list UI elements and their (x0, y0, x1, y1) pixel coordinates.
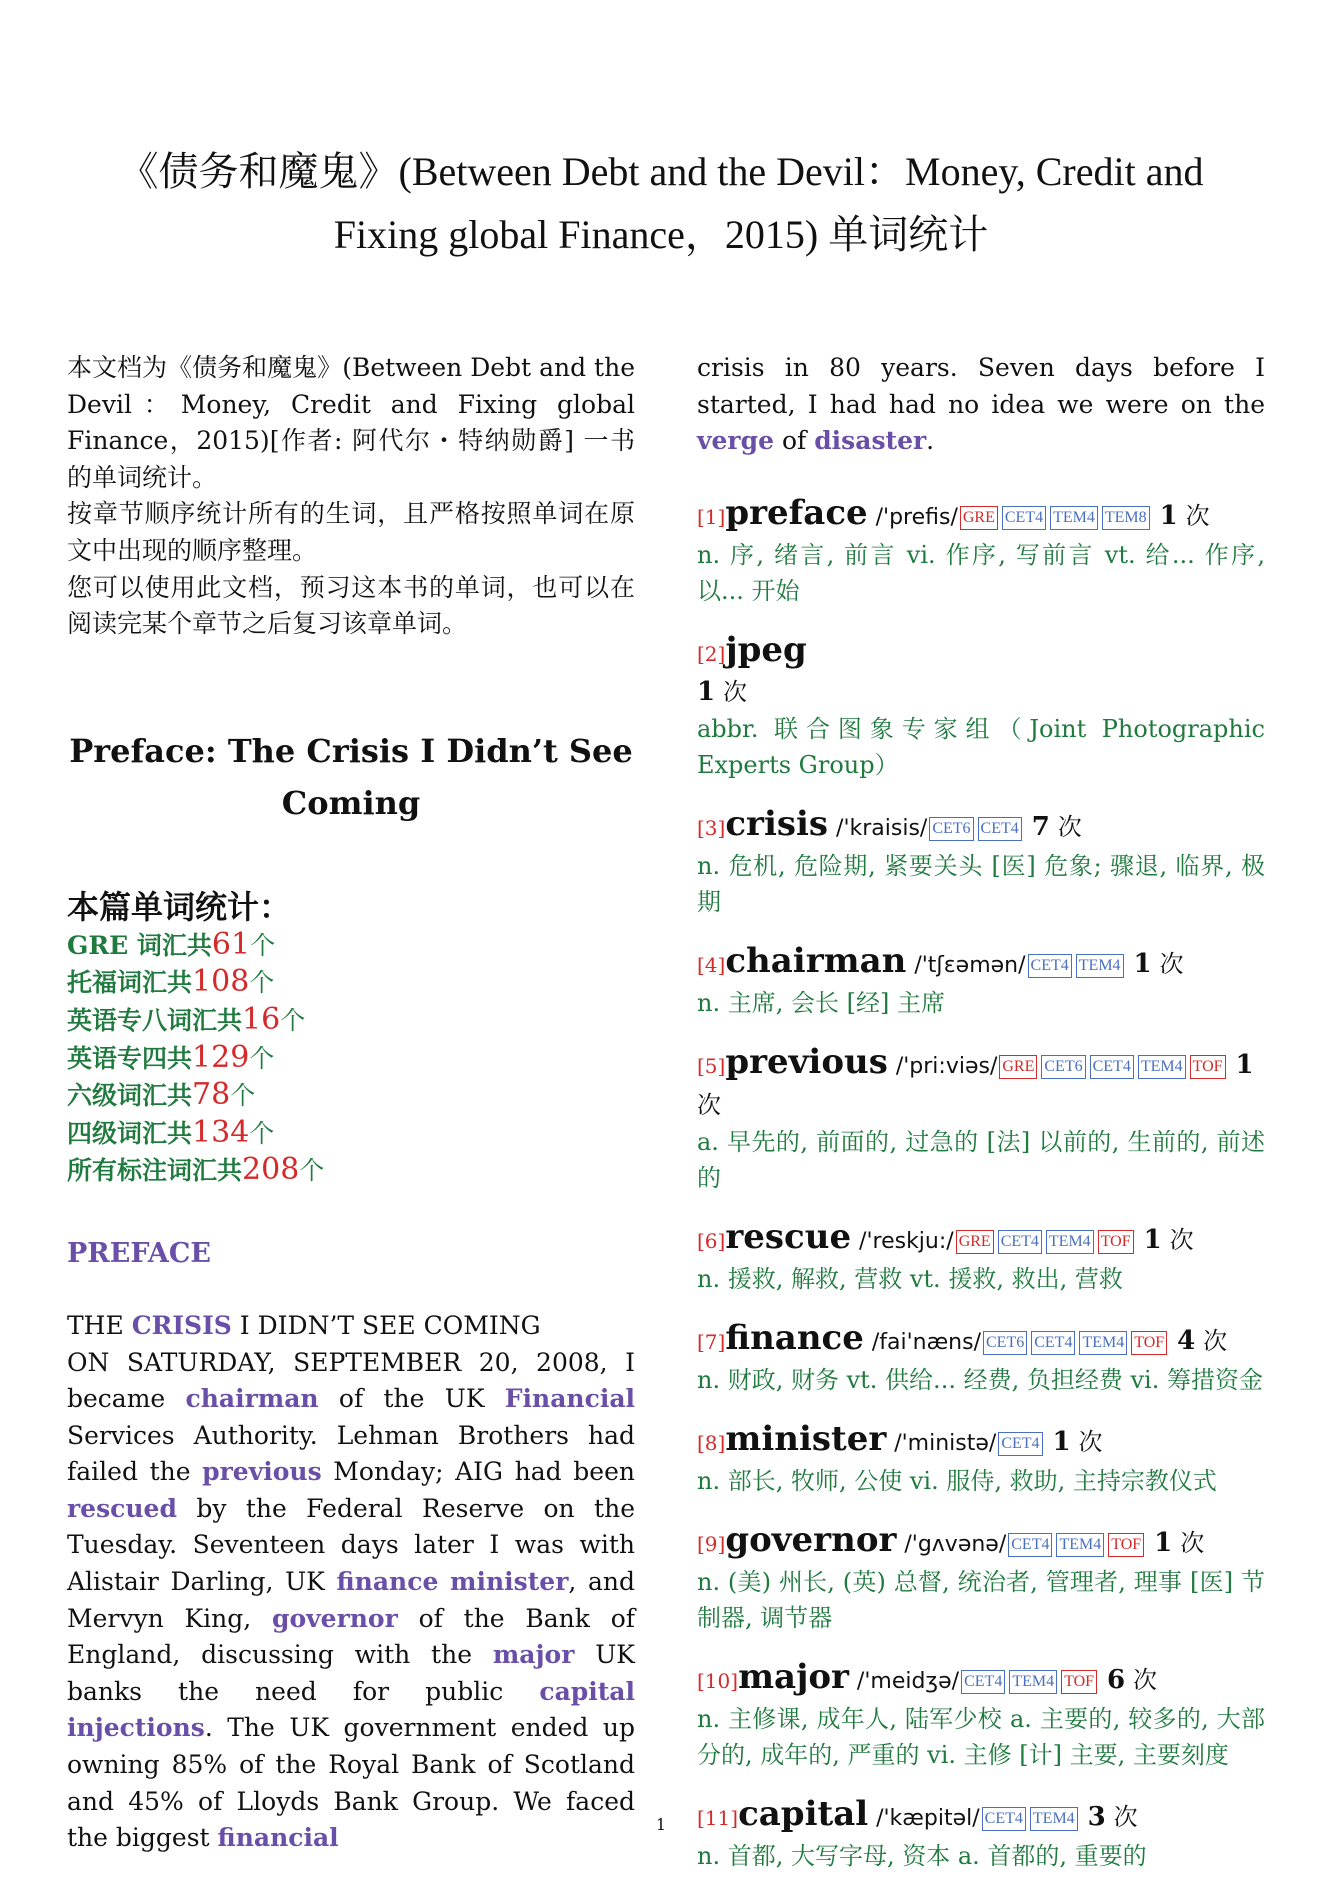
entry-count: 3 (1087, 1801, 1106, 1832)
phonetic: /'meidʒə/ (856, 1668, 960, 1694)
entry-count-unit: 次 (1133, 1665, 1158, 1694)
stat-number: 108 (192, 964, 250, 1000)
stat-line (67, 1115, 635, 1153)
entry-word[interactable]: previous (725, 1041, 888, 1082)
level-tag: TOF (1190, 1055, 1226, 1079)
phonetic: /fai'næns/ (871, 1329, 981, 1355)
level-tag: CET4 (998, 1432, 1042, 1456)
entry-definition: n. 主席, 会长 [经] 主席 (697, 988, 945, 1017)
stat-unit: 个 (249, 1043, 275, 1073)
level-tag: CET4 (1028, 954, 1072, 978)
phonetic: /'reskju:/ (859, 1228, 954, 1254)
level-tag: CET4 (1008, 1533, 1052, 1557)
entry-word[interactable]: jpeg (725, 629, 807, 670)
body-text (67, 1308, 635, 1857)
entry-index: [10] (697, 1668, 739, 1693)
entry-count-unit: 次 (1169, 1225, 1194, 1254)
stat-line (67, 927, 635, 965)
level-tag: TOF (1131, 1331, 1167, 1355)
level-tag: TOF (1061, 1670, 1097, 1694)
entry-count: 1 (1133, 948, 1152, 979)
level-tag: TEM4 (1056, 1533, 1104, 1557)
entry-count-unit: 次 (697, 1090, 721, 1119)
page-number: 1 (655, 1815, 667, 1834)
entry-index: [9] (697, 1531, 726, 1556)
entry-count: 7 (1031, 811, 1050, 842)
entry-count: 1 (1159, 500, 1178, 531)
vocab-list (697, 494, 1265, 1874)
body-paragraph-continued: crisis in 80 years. Seven days before I started, I had had no idea we were on the verge of disaster. (697, 353, 1265, 456)
level-tag: CET4 (1002, 506, 1046, 530)
stat-unit: 个 (299, 1156, 325, 1186)
stats-list (67, 927, 635, 1190)
level-tag: CET6 (929, 817, 973, 841)
highlight-word[interactable]: CRISIS (131, 1310, 232, 1340)
level-tag: CET4 (978, 817, 1022, 841)
entry-index: [6] (697, 1228, 726, 1253)
level-tag: TEM8 (1102, 506, 1150, 530)
document-title (60, 140, 1262, 266)
entry-index: [4] (697, 952, 726, 977)
body-paragraph: ON SATURDAY, SEPTEMBER 20, 2008, I became chairman of the UK Financial Services Authority. Lehman Brothers had failed the previous Monday; AIG had been rescued by the Federal Reserve on the Tuesday. Seventeen days later I was with Alistair Darling, UK finance minister, and Mervyn King, governor of the Bank of England, discussing with the major UK banks the need for public capital injections. The UK government ended up owning 85% of the Royal Bank of Scotland and 45% of Lloyds Bank Group. We faced the biggest financial (67, 1347, 636, 1853)
entry-count-unit: 次 (1078, 1427, 1103, 1456)
level-tag: TEM4 (1076, 954, 1124, 978)
stat-number: 129 (192, 1039, 250, 1075)
stat-line (67, 1077, 635, 1115)
vocab-entry (697, 1218, 1265, 1297)
entry-head (697, 1420, 1265, 1463)
entry-count-unit: 次 (1113, 1802, 1138, 1831)
right-column (697, 350, 1265, 1896)
entry-definition: n. 主修课, 成年人, 陆军少校 a. 主要的, 较多的, 大部分的, 成年的, 严重的 vi. 主修 [计] 主要, 主要刻度 (697, 1704, 1265, 1769)
entry-index: [11] (697, 1805, 739, 1830)
stat-unit: 个 (230, 1081, 256, 1111)
level-tag: GRE (960, 506, 998, 530)
stats-title: 本篇单词统计： (67, 887, 292, 926)
stat-unit: 个 (280, 1005, 306, 1035)
entry-word[interactable]: preface (725, 492, 868, 533)
stat-line (67, 1152, 635, 1190)
vocab-entry (697, 1420, 1265, 1499)
title-line-1: 《债务和魔鬼》(Between Debt and the Devil：Money, Credit and (118, 149, 1204, 194)
level-tag: GRE (956, 1230, 994, 1254)
highlight-word[interactable]: finance (336, 1567, 439, 1597)
entry-head (697, 1521, 1265, 1564)
entry-index: [1] (697, 504, 726, 529)
entry-definition: n. 财政, 财务 vt. 供给... 经费, 负担经费 vi. 筹措资金 (697, 1365, 1263, 1394)
stat-label: 所有标注词汇共 (67, 1156, 243, 1186)
entry-word[interactable]: rescue (725, 1216, 852, 1257)
phonetic: /'kraisis/ (836, 815, 928, 841)
chapter-label: PREFACE (67, 1237, 211, 1269)
entry-word[interactable]: governor (725, 1519, 897, 1560)
level-tag: TEM4 (1030, 1807, 1078, 1831)
stat-line (67, 1040, 635, 1078)
level-tag: CET4 (982, 1807, 1026, 1831)
entry-word[interactable]: finance (725, 1317, 864, 1358)
entry-count-unit: 次 (1185, 501, 1210, 530)
section-title: Preface: The Crisis I Didn’t See Coming (69, 731, 633, 822)
highlight-word[interactable]: capital injections (67, 1676, 635, 1743)
entry-definition: abbr. 联合图象专家组（Joint Photographic Experts Group） (697, 714, 1265, 779)
vocab-entry (697, 1521, 1265, 1636)
stat-number: 16 (242, 1001, 281, 1037)
entry-count: 1 (1052, 1426, 1071, 1457)
stat-label: 托福词汇共 (67, 968, 193, 998)
level-tag: TEM4 (1046, 1230, 1094, 1254)
body-heading: THE CRISIS I DIDN’T SEE COMING (67, 1310, 541, 1340)
entry-index: [7] (697, 1329, 726, 1354)
stat-label: 英语专八词汇共 (67, 1005, 243, 1035)
level-tag: CET4 (1090, 1055, 1134, 1079)
intro-paragraph: 本文档为《债务和魔鬼》(Between Debt and the Devil：Money, Credit and Fixing global Finance，2015)[作者: 阿代尔・特纳勋爵] 一书的单词统计。 (67, 353, 635, 492)
highlight-word[interactable]: major (492, 1640, 575, 1670)
entry-definition: a. 早先的, 前面的, 过急的 [法] 以前的, 生前的, 前述的 (697, 1127, 1265, 1192)
entry-word[interactable]: capital (738, 1793, 869, 1834)
entry-count-unit: 次 (1057, 812, 1082, 841)
level-tag: TEM4 (1009, 1670, 1057, 1694)
entry-definition: n. 部长, 牧师, 公使 vi. 服侍, 救助, 主持宗教仪式 (697, 1466, 1217, 1495)
level-tag: TEM4 (1050, 506, 1098, 530)
level-tag: CET4 (961, 1670, 1005, 1694)
stat-unit: 个 (250, 930, 276, 960)
level-tag: GRE (999, 1055, 1037, 1079)
level-tag: CET6 (1041, 1055, 1085, 1079)
stat-label: 六级词汇共 (67, 1081, 193, 1111)
phonetic: /'kæpitəl/ (876, 1805, 980, 1831)
entry-head (697, 1218, 1265, 1261)
intro (67, 350, 635, 643)
stat-label: 四级词汇共 (67, 1118, 193, 1148)
stat-label: GRE 词汇共 (67, 930, 212, 960)
stat-unit: 个 (249, 968, 275, 998)
entry-count-unit: 次 (1180, 1528, 1205, 1557)
entry-head (697, 631, 1265, 711)
level-tag: TEM4 (1138, 1055, 1186, 1079)
vocab-entry (697, 1658, 1265, 1773)
title-line-2: Fixing global Finance，2015) 单词统计 (333, 212, 989, 257)
vocab-entry (697, 1795, 1265, 1874)
entry-word[interactable]: crisis (725, 803, 829, 844)
highlight-word[interactable]: disaster (814, 426, 927, 456)
stat-number: 78 (192, 1077, 231, 1113)
left-column (67, 350, 635, 1857)
entry-count-unit: 次 (1159, 949, 1184, 978)
entry-word[interactable]: chairman (725, 940, 907, 981)
highlight-word[interactable]: minister (450, 1567, 569, 1597)
entry-count: 1 (1235, 1049, 1254, 1080)
vocab-entry (697, 494, 1265, 609)
vocab-entry (697, 805, 1265, 920)
vocab-entry (697, 1319, 1265, 1398)
vocab-entry (697, 1043, 1265, 1196)
stat-unit: 个 (249, 1118, 275, 1148)
intro-paragraph: 您可以使用此文档，预习这本书的单词，也可以在阅读完某个章节之后复习该章单词。 (67, 572, 635, 639)
stat-number: 208 (242, 1152, 300, 1188)
entry-definition: n. 序, 绪言, 前言 vi. 作序, 写前言 vt. 给... 作序, 以... 开始 (697, 540, 1265, 605)
entry-count: 1 (1154, 1527, 1173, 1558)
entry-word[interactable]: minister (725, 1418, 887, 1459)
phonetic: /'gʌvənə/ (904, 1531, 1007, 1557)
highlight-word[interactable]: Financial (504, 1384, 636, 1414)
entry-index: [5] (697, 1053, 726, 1078)
entry-count: 1 (1143, 1224, 1162, 1255)
entry-head (697, 942, 1265, 985)
level-tag: TEM4 (1079, 1331, 1127, 1355)
entry-word[interactable]: major (738, 1656, 849, 1697)
level-tag: TOF (1098, 1230, 1134, 1254)
entry-count: 4 (1177, 1325, 1196, 1356)
vocab-entry (697, 631, 1265, 783)
highlight-word[interactable]: chairman (185, 1384, 319, 1414)
stat-line (67, 1002, 635, 1040)
highlight-word[interactable]: financial (217, 1823, 339, 1853)
entry-definition: n. 援救, 解救, 营救 vt. 援救, 救出, 营救 (697, 1264, 1123, 1293)
phonetic: /'pri:viəs/ (895, 1053, 998, 1079)
highlight-word[interactable]: previous (202, 1457, 322, 1487)
level-tag: TOF (1108, 1533, 1144, 1557)
stat-label: 英语专四共 (67, 1043, 193, 1073)
entry-head (697, 1319, 1265, 1362)
entry-definition: n. 首都, 大写字母, 资本 a. 首都的, 重要的 (697, 1841, 1147, 1870)
entry-head (697, 1043, 1265, 1124)
level-tag: CET4 (998, 1230, 1042, 1254)
entry-index: [2] (697, 641, 726, 666)
phonetic: /'tʃɛəmən/ (914, 952, 1026, 978)
entry-count: 1 (697, 676, 716, 707)
entry-count-unit: 次 (1203, 1326, 1228, 1355)
entry-count-unit: 次 (723, 677, 748, 706)
vocab-entry (697, 942, 1265, 1021)
highlight-word[interactable]: verge (697, 426, 774, 456)
phonetic: /'ministə/ (894, 1430, 997, 1456)
highlight-word[interactable]: rescued (67, 1493, 177, 1523)
entry-definition: n. (美) 州长, (英) 总督, 统治者, 管理者, 理事 [医] 节制器, 调节器 (697, 1567, 1265, 1632)
entry-definition: n. 危机, 危险期, 紧要关头 [医] 危象; 骤退, 临界, 极期 (697, 851, 1265, 916)
stat-line (67, 964, 635, 1002)
level-tag: CET6 (983, 1331, 1027, 1355)
intro-paragraph: 按章节顺序统计所有的生词，且严格按照单词在原文中出现的顺序整理。 (67, 499, 635, 565)
stat-number: 61 (211, 926, 251, 962)
entry-head (697, 1658, 1265, 1701)
phonetic: /'prefis/ (875, 504, 958, 530)
entry-index: [8] (697, 1430, 726, 1455)
stat-number: 134 (192, 1114, 250, 1150)
highlight-word[interactable]: governor (272, 1603, 398, 1633)
entry-count: 6 (1106, 1664, 1126, 1695)
level-tag: CET4 (1031, 1331, 1075, 1355)
entry-index: [3] (697, 815, 726, 840)
entry-head (697, 805, 1265, 848)
entry-head (697, 494, 1265, 537)
